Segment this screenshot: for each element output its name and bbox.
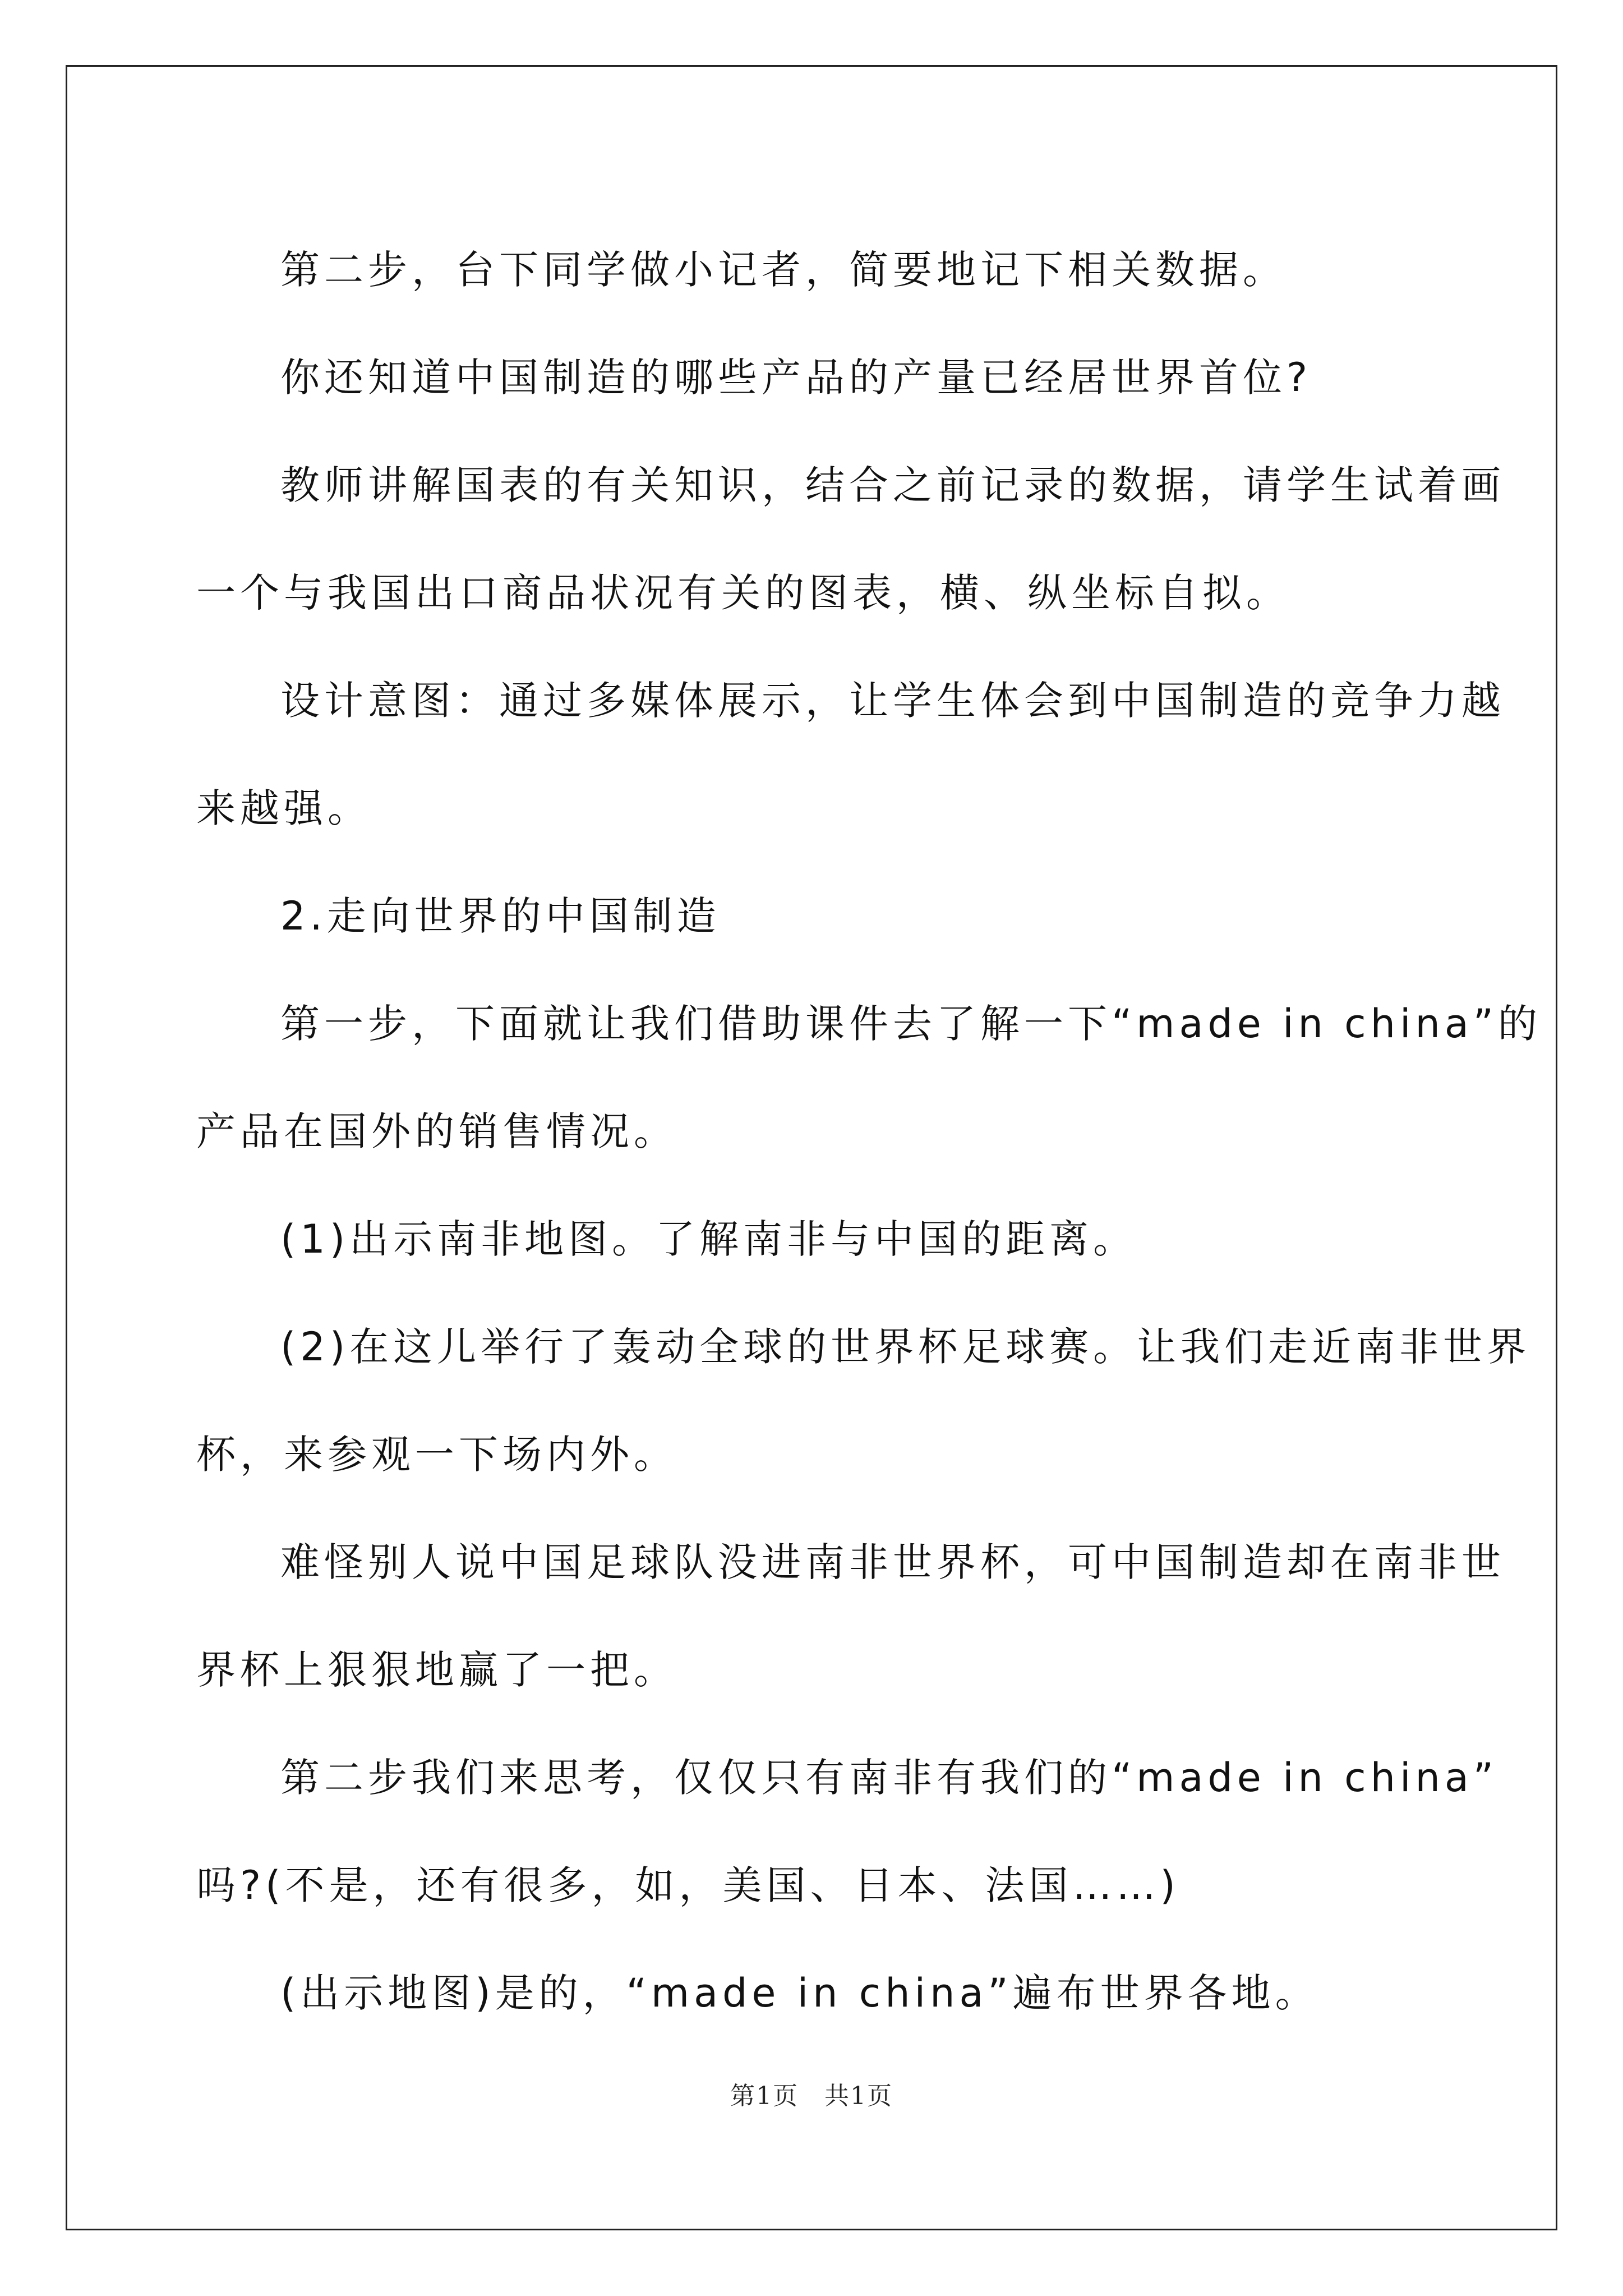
paragraph-line: 一个与我国出口商品状况有关的图表，横、纵坐标自拟。 (196, 570, 1290, 616)
paragraph-line: 你还知道中国制造的哪些产品的产量已经居世界首位? (280, 355, 1312, 401)
page-number: 第1页 共1页 (730, 2082, 893, 2110)
paragraph-line: 第一步，下面就让我们借助课件去了解一下“made in china”的 (280, 1001, 1542, 1047)
paragraph-line: 杯，来参观一下场内外。 (196, 1432, 677, 1478)
document-body (196, 216, 1542, 2047)
paragraph-line: 教师讲解国表的有关知识，结合之前记录的数据，请学生试着画 (280, 462, 1505, 508)
paragraph-line: 产品在国外的销售情况。 (196, 1108, 677, 1154)
paragraph-line: 界杯上狠狠地赢了一把。 (196, 1647, 677, 1693)
paragraph-line: 来越强。 (196, 785, 371, 831)
paragraph-line: (出示地图)是的，“made in china”遍布世界各地。 (280, 1970, 1319, 2016)
paragraph-line: 第二步我们来思考，仅仅只有南非有我们的“made in china” (280, 1755, 1498, 1801)
paragraph-line: (2)在这儿举行了轰动全球的世界杯足球赛。让我们走近南非世界 (280, 1324, 1531, 1370)
paragraph-line: (1)出示南非地图。了解南非与中国的距离。 (280, 1216, 1137, 1262)
paragraph-line: 难怪别人说中国足球队没进南非世界杯，可中国制造却在南非世 (280, 1539, 1505, 1585)
paragraph-line: 第二步，台下同学做小记者，简要地记下相关数据。 (280, 247, 1287, 293)
paragraph-line: 吗?(不是，还有很多，如，美国、日本、法国……) (196, 1862, 1180, 1908)
paragraph-line: 设计意图：通过多媒体展示，让学生体会到中国制造的竞争力越 (280, 678, 1505, 724)
section-heading: 2.走向世界的中国制造 (280, 893, 721, 939)
